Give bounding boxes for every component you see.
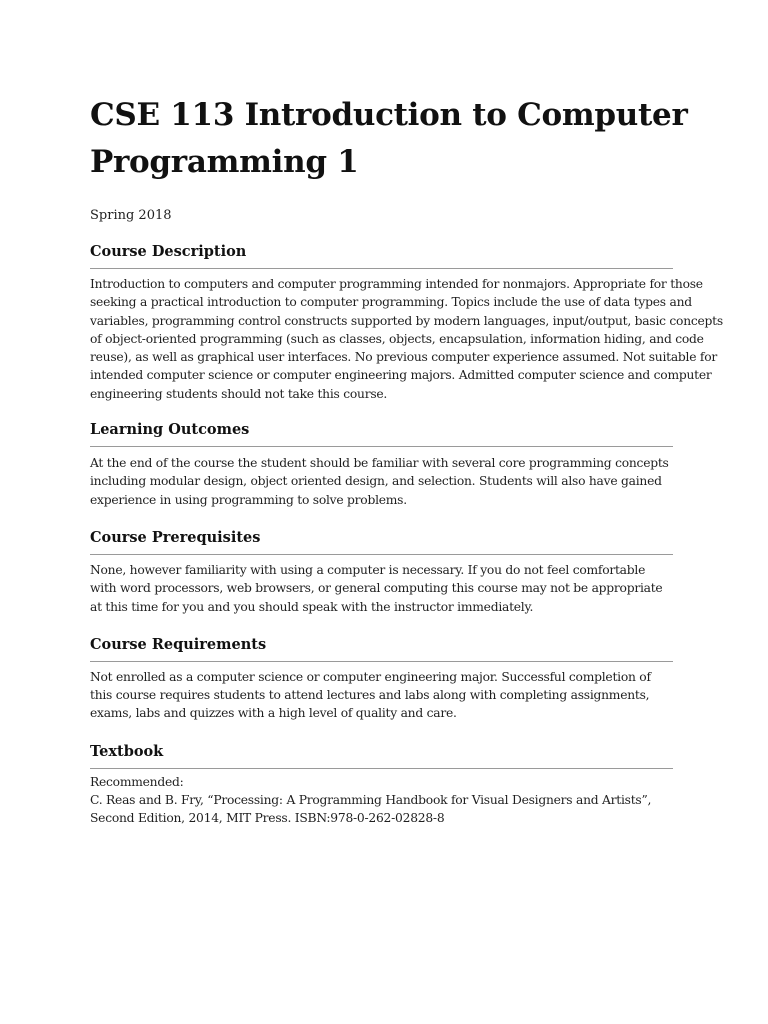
section-heading: Course Requirements (90, 635, 267, 653)
page-title-line: CSE 113 Introduction to Computer (90, 97, 688, 133)
section-heading: Textbook (90, 742, 164, 760)
section-body (90, 668, 673, 723)
section-course-description (90, 240, 723, 403)
section-divider (90, 268, 673, 269)
term-label: Spring 2018 (90, 208, 172, 223)
section-divider (90, 554, 673, 555)
body-line: Introduction to computers and computer programming intended for nonmajors. Appropriate for those (90, 277, 703, 291)
section-heading: Course Prerequisites (90, 528, 261, 546)
section-textbook (90, 740, 673, 828)
page-title (90, 92, 688, 186)
body-line: at this time for you and you should speak with the instructor immediately. (90, 599, 534, 614)
body-line: Second Edition, 2014, MIT Press. ISBN:978-0-262-02828-8 (90, 811, 445, 826)
section-learning-outcomes (90, 418, 673, 509)
body-line: Recommended: (90, 774, 184, 789)
section-divider (90, 768, 673, 769)
section-body (90, 454, 673, 509)
body-line: At the end of the course the student should be familiar with several core programming concepts (90, 456, 669, 471)
body-line: seeking a practical introduction to computer programming. Topics include the use of data types and (90, 295, 692, 310)
body-line: reuse), as well as graphical user interfaces. No previous computer experience assumed. Not suitable for (90, 350, 717, 365)
body-line: None, however familiarity with using a computer is necessary. If you do not feel comfortable (90, 562, 646, 577)
body-line: with word processors, web browsers, or general computing this course may not be appropriate (90, 581, 663, 596)
body-line: exams, labs and quizzes with a high level of quality and care. (90, 706, 457, 721)
section-heading: Learning Outcomes (90, 421, 250, 439)
section-body (90, 275, 723, 403)
body-line: C. Reas and B. Fry, “Processing: A Programming Handbook for Visual Designers and Artists”, (90, 793, 652, 808)
section-course-prerequisites (90, 526, 673, 616)
body-line: intended computer science or computer engineering majors. Admitted computer science and computer (90, 368, 712, 383)
body-line: this course requires students to attend lectures and labs along with completing assignments, (90, 688, 650, 703)
body-line: variables, programming control constructs supported by modern languages, input/output, basic concepts (90, 313, 723, 328)
page-title-line: Programming 1 (90, 144, 359, 180)
body-line: engineering students should not take this course. (90, 386, 388, 401)
section-divider (90, 661, 673, 662)
section-body (90, 773, 673, 828)
document-page (90, 92, 723, 828)
section-heading: Course Description (90, 243, 247, 260)
body-line: Not enrolled as a computer science or computer engineering major. Successful completion of (90, 669, 651, 684)
body-line: experience in using programming to solve problems. (90, 492, 407, 507)
section-body (90, 561, 673, 616)
section-divider (90, 446, 673, 447)
body-line: of object-oriented programming (such as classes, objects, encapsulation, information hiding, and code (90, 331, 704, 346)
section-course-requirements (90, 633, 673, 723)
body-line: including modular design, object oriented design, and selection. Students will also have gained (90, 474, 662, 489)
